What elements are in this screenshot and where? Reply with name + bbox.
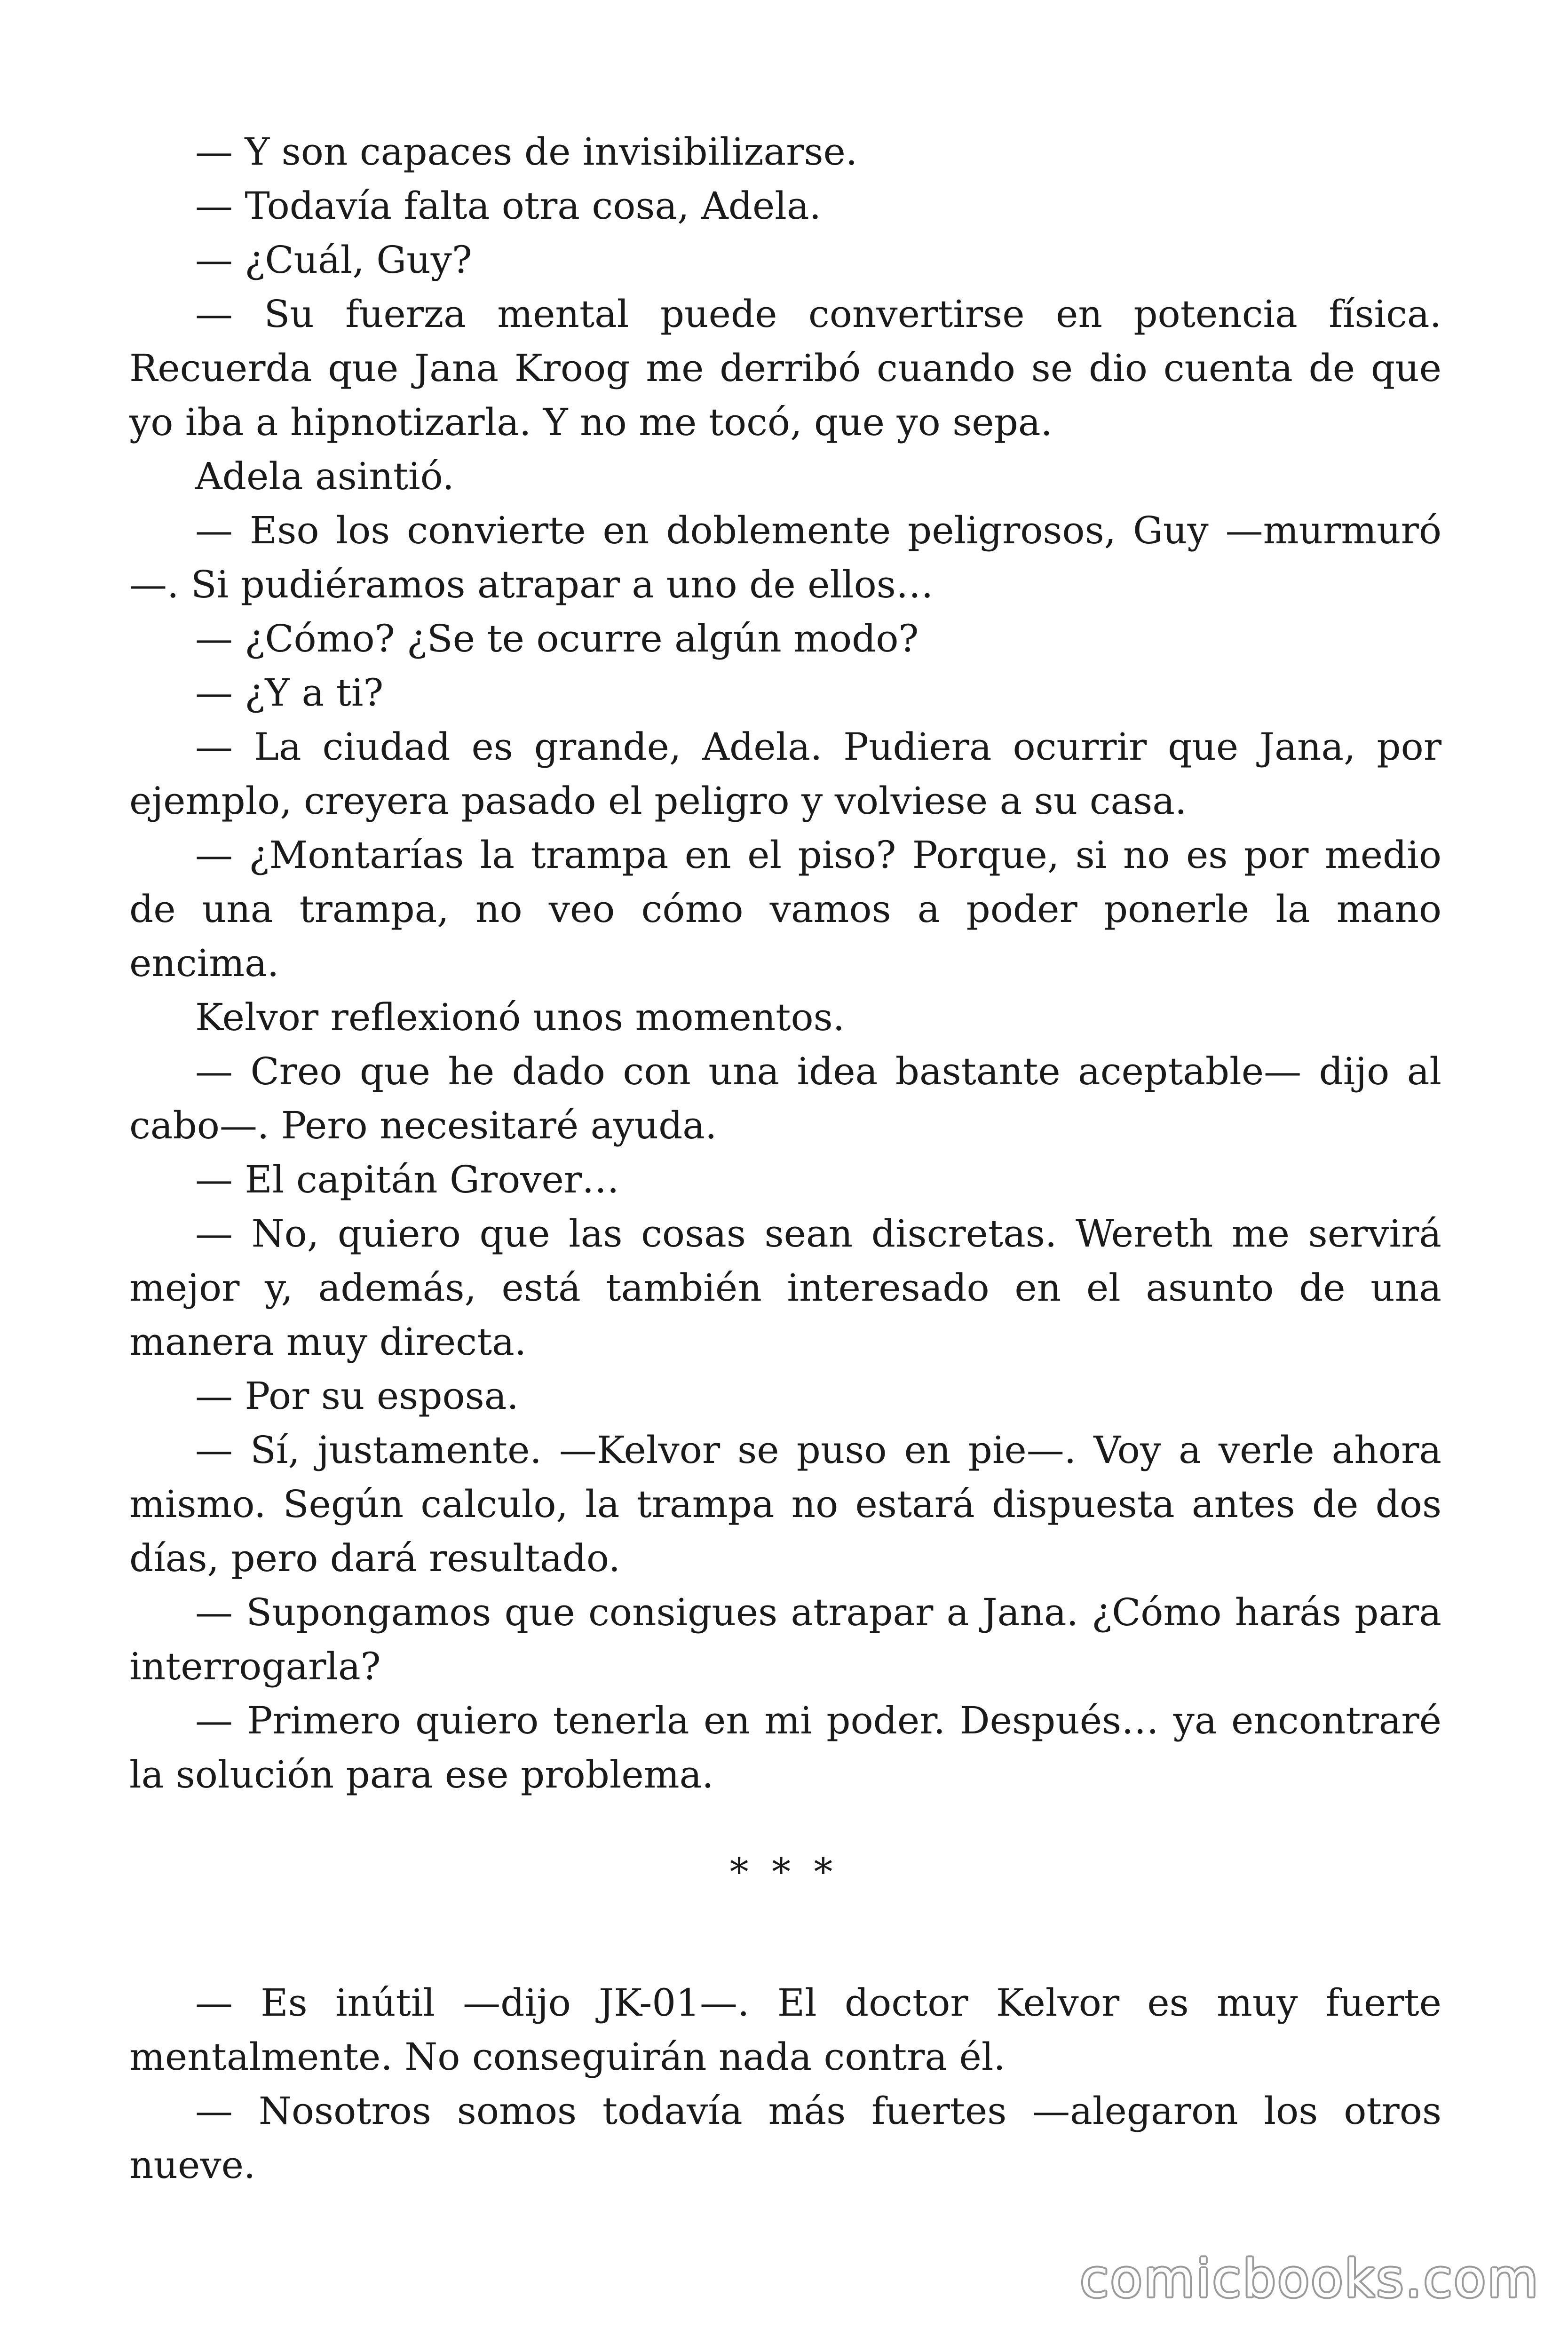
paragraph: — La ciudad es grande, Adela. Pudiera ocurrir que Jana, por ejemplo, creyera pasado el peligro y volviese a su casa.	[129, 725, 1441, 823]
text-section-1	[129, 125, 1441, 1802]
paragraph: — ¿Y a ti?	[195, 671, 384, 715]
paragraph: — No, quiero que las cosas sean discretas. Wereth me servirá mejor y, además, está también interesado en el asunto de una manera muy directa.	[129, 1212, 1441, 1364]
text-section-2	[129, 1976, 1441, 2192]
paragraph: — Todavía falta otra cosa, Adela.	[195, 184, 822, 228]
paragraph: — Y son capaces de invisibilizarse.	[195, 130, 858, 174]
paragraph: — ¿Cuál, Guy?	[195, 238, 472, 282]
paragraph: — Es inútil —dijo JK-01—. El doctor Kelvor es muy fuerte mentalmente. No conseguirán nada contra él.	[129, 1981, 1441, 2079]
paragraph: — Eso los convierte en doblemente peligrosos, Guy —murmuró —. Si pudiéramos atrapar a uno de ellos…	[129, 509, 1441, 606]
paragraph: — El capitán Grover…	[195, 1158, 620, 1201]
paragraph: Adela asintió.	[195, 454, 454, 498]
paragraph: Kelvor reflexionó unos momentos.	[195, 995, 845, 1039]
section-separator: * * *	[729, 1850, 839, 1894]
paragraph: — Creo que he dado con una idea bastante aceptable— dijo al cabo—. Pero necesitaré ayuda.	[129, 1049, 1441, 1147]
paragraph: — Su fuerza mental puede convertirse en potencia física. Recuerda que Jana Kroog me derribó cuando se dio cuenta de que yo iba a hipnotizarla. Y no me tocó, que yo sepa.	[129, 292, 1441, 444]
paragraph: — Supongamos que consigues atrapar a Jana. ¿Cómo harás para interrogarla?	[129, 1590, 1441, 1688]
paragraph: — Por su esposa.	[195, 1374, 519, 1418]
paragraph: — Nosotros somos todavía más fuertes —alegaron los otros nueve.	[129, 2089, 1441, 2187]
paragraph: — ¿Montarías la trampa en el piso? Porque, si no es por medio de una trampa, no veo cómo vamos a poder ponerle la mano encima.	[129, 833, 1441, 985]
paragraph: — Primero quiero tenerla en mi poder. Después… ya encontraré la solución para ese problema.	[129, 1699, 1441, 1796]
watermark-logo: comicbooks.com	[1080, 2249, 1540, 2309]
paragraph: — ¿Cómo? ¿Se te ocurre algún modo?	[195, 617, 919, 660]
paragraph: — Sí, justamente. —Kelvor se puso en pie—. Voy a verle ahora mismo. Según calculo, la trampa no estará dispuesta antes de dos días, pero dará resultado.	[129, 1428, 1441, 1580]
